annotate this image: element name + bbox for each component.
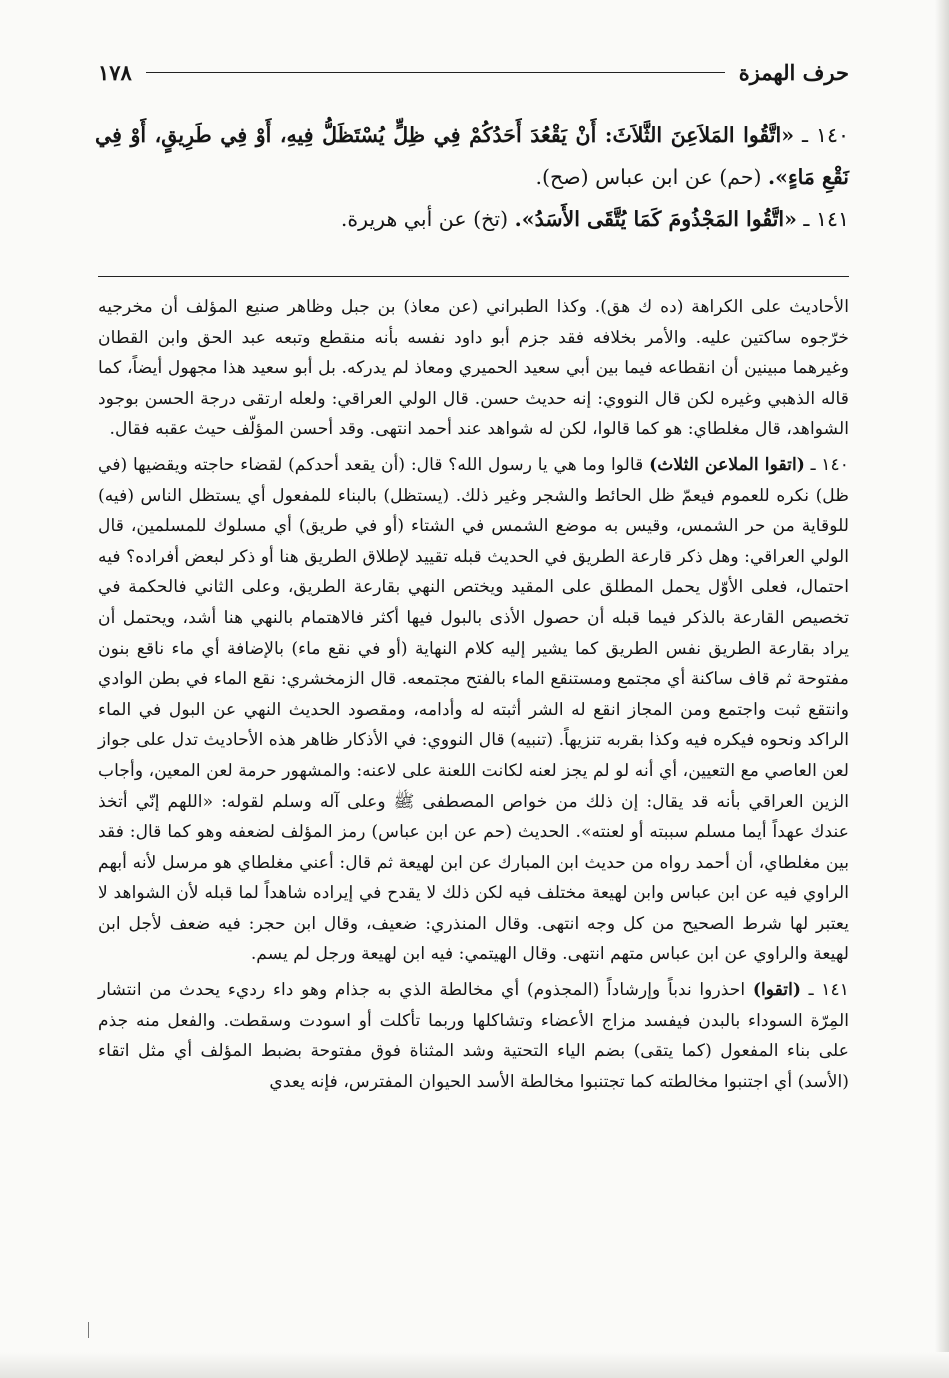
hadith-140: ١٤٠ ـ «اتَّقُوا المَلاَعِنَ الثَّلاَثَ: أَنْ يَقْعُدَ أَحَدُكُمْ فِي ظِلٍّ يُسْتَظَلُّ فِيهِ، أَوْ فِي طَرِيقٍ، أَوْ فِي نَقْعِ مَاءٍ». (حم) عن ابن عباس (صح). xyxy=(95,123,849,189)
margin-mark xyxy=(88,1322,93,1338)
commentary-141 xyxy=(98,975,849,1097)
hadith-source: (تخ) عن أبي هريرة. xyxy=(340,207,509,231)
commentary-lead: (اتقوا) xyxy=(752,980,802,1001)
page-header xyxy=(98,52,849,92)
commentary-text: احذروا ندباً وإرشاداً (المجذوم) أي مخالطة الذي به جذام وهو داء رديء يحدث من انتشار المِرّة السوداء بالبدن فيفسد مزاج الأعضاء وتشاكلها وربما تأكلت أو اسودت وسقطت. والفعل منه جذم على بناء المفعول (كما يتقى) بضم الياء التحتية وشد المثناة فوق مفتوحة بضبط المؤلف أي مثل اتقاء (الأسد) أي اجتنبوا مخالطته كما تجتنبوا مخالطة الأسد الحيوان المفترس، فإنه يعدي xyxy=(98,980,849,1092)
commentary-lead: (اتقوا الملاعن الثلاث) xyxy=(649,454,805,475)
hadith-source: (حم) عن ابن عباس (صح). xyxy=(535,165,762,189)
hadith-section xyxy=(95,114,849,240)
page-bottom-edge xyxy=(0,1352,949,1378)
section-separator xyxy=(98,276,849,277)
hadith-text: «اتَّقُوا المَلاَعِنَ الثَّلاَثَ: أَنْ يَقْعُدَ أَحَدُكُمْ فِي ظِلٍّ يُسْتَظَلُّ فِيهِ، أَوْ فِي طَرِيقٍ، أَوْ فِي نَقْعِ مَاءٍ». xyxy=(95,123,849,189)
page-number: ١٧٨ xyxy=(98,59,132,85)
hadith-141: ١٤١ ـ «اتَّقُوا المَجْذُومَ كَمَا يُتَّقَى الأَسَدُ». (تخ) عن أبي هريرة. xyxy=(340,207,849,231)
commentary-140 xyxy=(98,450,849,970)
commentary-number: ١٤١ ـ xyxy=(808,980,849,1001)
chapter-title: حرف الهمزة xyxy=(738,59,849,85)
hadith-number: ١٤١ xyxy=(815,207,849,231)
commentary-intro: الأحاديث على الكراهة (ده ك هق). وكذا الطبراني (عن معاذ) بن جبل وظاهر صنيع المؤلف أن مخرجيه خرّجوه ساكتين عليه. والأمر بخلافه فقد جزم أبو داود نفسه بأنه منقطع وتبعه عبد الحق وابن القطان وغيرهما مبينين أن انقطاعه فيما بين أبي سعيد الحميري ومعاذ لم يدركه. بل أبو سعيد هذا مجهول أيضاً، كما قاله الذهبي وغيره لكن قال النووي: إنه حديث حسن. قال الولي العراقي: ولعله ارتقى درجة الحسن بوجود الشواهد، قال مغلطاي: هو كما قالوا، لكن له شواهد عند أحمد انتهى. وقد أحسن المؤلّف حيث عقبه فقال. xyxy=(98,297,849,440)
commentary-text: قالوا وما هي يا رسول الله؟ قال: (أن يقعد أحدكم) لقضاء حاجته ويقضيها (في ظل) نكره للعموم فيعمّ ظل الحائط والشجر وغير ذلك. (يستظل) بالبناء للمفعول أي يستظل الناس (فيه) للوقاية من حر الشمس، وقيس به موضع الشمس في الشتاء (أو في طريق) أي مسلوك للمسلمين، قال الولي العراقي: وهل ذكر قارعة الطريق في الحديث قبله تقييد لإطلاق الطريق هنا أو ذكر لبعض أفراده؟ فيه احتمال، فعلى الأوّل يحمل المطلق على المقيد ويختص النهي بقارعة الطريق، وعلى الثاني فالحكمة في تخصيص القارعة بالذكر فيما قبله أن حصول الأذى بالبول فيها أكثر فالاهتمام بالنهي هنا أشد، ويحتمل أن يراد بقارعة الطريق نفس الطريق كما يشير إليه كلام النهاية (أو في نقع ماء) بالإضافة أي ماء ناقع بنون مفتوحة ثم قاف ساكنة أي مجتمع ومستنقع الماء بالفتح مجتمعه. قال الزمخشري: نقع الماء في بطن الوادي وانتقع ثبت واجتمع ومن المجاز انقع له الشر أثبته له وأدامه، ومقصود الحديث النهي عن البول في الماء الراكد ونحوه فيكره فيه وكذا بقربه تنزيهاً. (تنبيه) قال النووي: في الأذكار ظاهر هذه الأحاديث تدل على جواز لعن العاصي مع التعيين، أي أنه لو لم يجز لعنه لكانت اللعنة على لاعنه: والمشهور حرمة لعن المعين، وأجاب الزين العراقي بأنه قد يقال: إن ذلك من خواص المصطفى ﷺ وعلى آله وسلم لقوله: «اللهم إنّي أتخذ عندك عهداً أيما مسلم سببته أو لعنته». الحديث (حم عن ابن عباس) رمز المؤلف لضعفه وهو كما قال: فقد بين مغلطاي، أن أحمد رواه من حديث ابن المبارك عن ابن لهيعة ثم قال: أعني مغلطاي هو مرسل لأنه أبهم الراوي فيه عن ابن عباس وابن لهيعة مختلف فيه لكن ذلك لا يقدح في إيراده شاهداً لما قبله لأن الشواهد لا يعتبر لها شرط الصحيح من كل وجه انتهى. وقال المنذري: ضعيف، وقال ابن حجر: فيه ضعف لأجل ابن لهيعة والراوي عن ابن عباس متهم انتهى. وقال الهيتمي: فيه ابن لهيعة ورجل لم يسم. xyxy=(98,454,849,965)
page-spine-shadow xyxy=(935,0,949,1378)
commentary-section xyxy=(98,292,849,1102)
hadith-number: ١٤٠ xyxy=(815,123,849,147)
commentary-number: ١٤٠ ـ xyxy=(810,454,849,475)
hadith-text: «اتَّقُوا المَجْذُومَ كَمَا يُتَّقَى الأَسَدُ». xyxy=(514,207,797,231)
header-rule xyxy=(146,72,725,73)
